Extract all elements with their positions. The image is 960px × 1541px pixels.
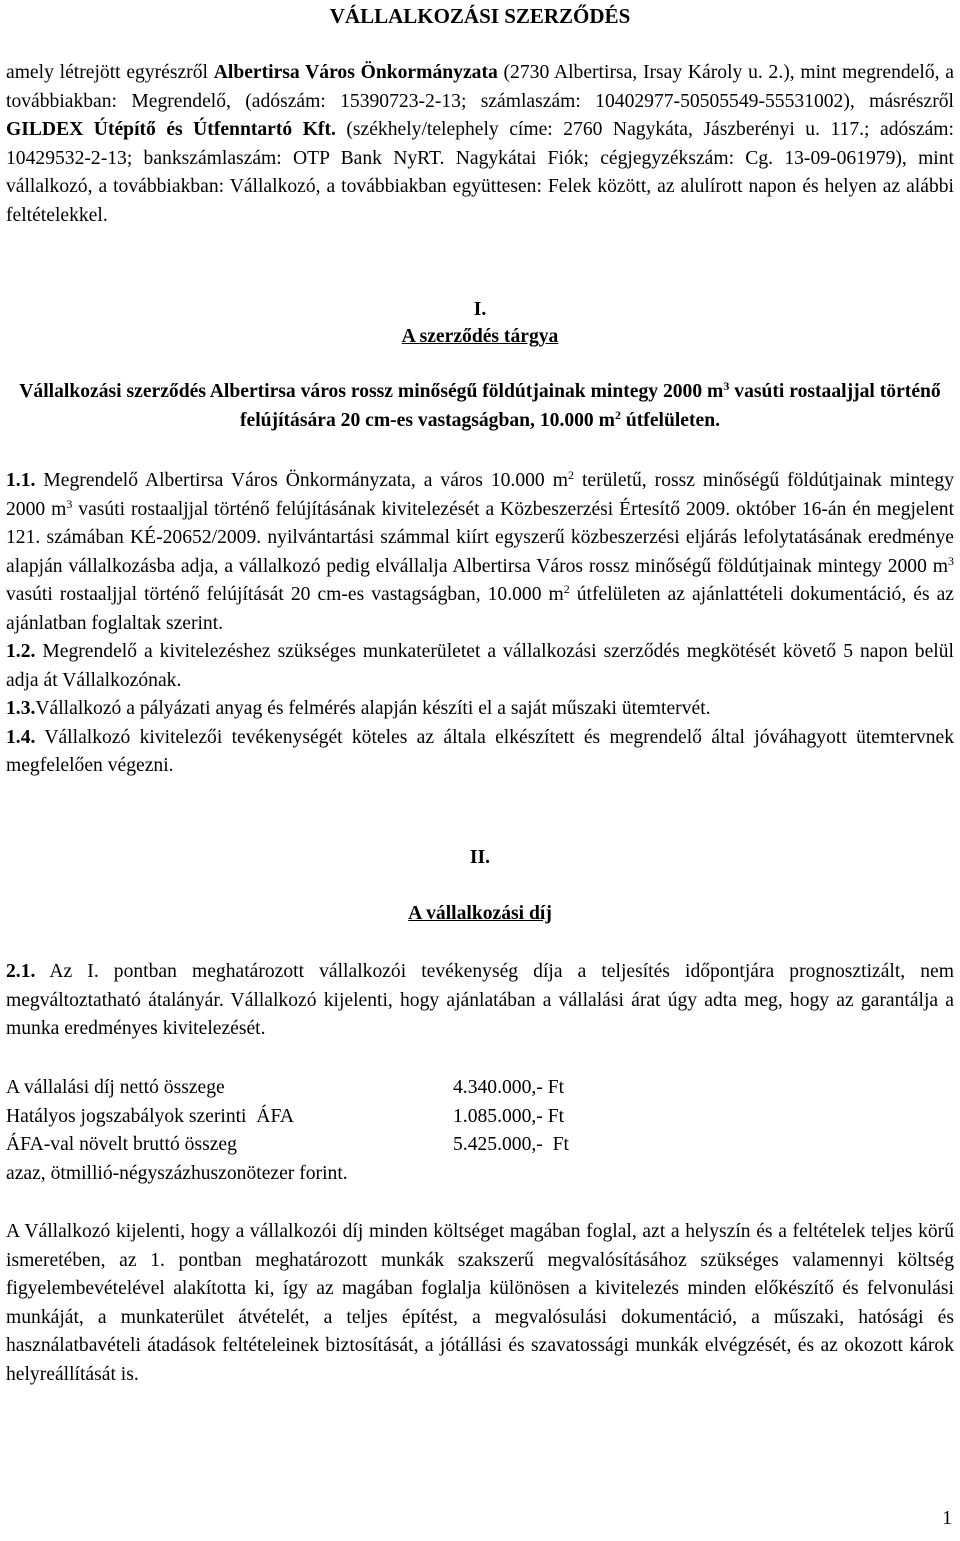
contractor-name: GILDEX Útépítő és Útfenntartó Kft. bbox=[6, 119, 336, 140]
clause-1-4 bbox=[6, 724, 954, 781]
clause-1-1-sup-2: 3 bbox=[66, 496, 73, 511]
subject-text-a: Vállalkozási szerződés Albertirsa város rossz minőségű földútjainak mintegy 2000 m bbox=[19, 381, 724, 402]
clause-1-3-text: Vállalkozó a pályázati anyag és felmérés alapján készíti el a saját műszaki ütemtervét. bbox=[35, 698, 711, 719]
subject-sup-1: 3 bbox=[723, 379, 730, 393]
page-number: 1 bbox=[942, 1508, 952, 1529]
clause-1-1-text-c: vasúti rostaaljjal történő felújításának kivitelezését a Közbeszerzési Értesítő 2009. október 16-án én megjelent 121. számában KÉ-20652/2009. nyilvántartási számmal kiírt egyszerű közbeszerzési eljárás lefolytatásának eredménye alapján vállalkozásba adja, a vállalkozó pedig elvállalja Albertirsa Város rossz minőségű földútjainak mintegy 2000 m bbox=[6, 498, 955, 577]
clause-1-2-text: Megrendelő a kivitelezéshez szükséges munkaterületet a vállalkozási szerződés megkötését követő 5 napon belül adja át Vállalkozónak. bbox=[6, 641, 954, 691]
intro-text-1: amely létrejött egyrészről bbox=[6, 62, 214, 83]
fee-row bbox=[6, 1074, 954, 1103]
clause-1-3-number: 1.3. bbox=[6, 698, 36, 719]
clause-1-1-sup-4: 2 bbox=[563, 582, 570, 596]
intro-paragraph bbox=[6, 59, 954, 230]
fee-value: 5.425.000,- Ft bbox=[453, 1134, 569, 1155]
fee-label: A vállalási díj nettó összege bbox=[6, 1077, 225, 1098]
fee-in-words: azaz, ötmillió-négyszázhuszonötezer forint. bbox=[6, 1162, 348, 1184]
section-2-title: A vállalkozási díj bbox=[408, 903, 552, 924]
fee-label: Hatályos jogszabályok szerinti ÁFA bbox=[6, 1105, 295, 1127]
subject-sup-2: 2 bbox=[614, 407, 621, 422]
clause-1-1-sup-1: 2 bbox=[567, 468, 574, 482]
contract-subject bbox=[6, 378, 954, 435]
fee-value: 1.085.000,- Ft bbox=[453, 1105, 565, 1127]
document-title: VÁLLALKOZÁSI SZERZŐDÉS bbox=[329, 4, 631, 28]
fee-row bbox=[6, 1103, 954, 1132]
clause-1-2 bbox=[6, 638, 954, 695]
clause-1-1-number: 1.1. bbox=[6, 470, 36, 491]
clause-1-4-number: 1.4. bbox=[6, 726, 36, 748]
fee-label: ÁFA-val növelt bruttó összeg bbox=[6, 1134, 237, 1155]
subject-text-c: útfelületen. bbox=[620, 409, 721, 431]
intro-text-3: (székhely/telephely címe: 2760 Nagykáta, Jászberényi u. 117.; adószám: 10429532-2-13; bankszámlaszám: OTP Bank NyRT. Nagykátai Fiók; cégjegyzékszám: Cg. 13-09-061979), mint vállalkozó, a továbbiakban: Vállalkozó, a továbbiakban együttesen: Felek között, az alulírott napon és helyen az alábbi feltételekkel. bbox=[6, 119, 954, 226]
section-1-title: A szerződés tárgya bbox=[401, 326, 559, 347]
clause-2-1-text: Az I. pontban meghatározott vállalkozói tevékenység díja a teljesítés időpontjára prognosztizált, nem megváltoztatható átalányár. Vállalkozó kijelenti, hogy ajánlatában a vállalási árat úgy adta meg, hogy az garantálja a munka eredményes kivitelezését. bbox=[6, 961, 954, 1039]
clause-1-2-number: 1.2. bbox=[6, 641, 36, 662]
intro-text-2: (2730 Albertirsa, Irsay Károly u. 2.), mint megrendelő, a továbbiakban: Megrendelő, (adószám: 15390723-2-13; számlaszám: 10402977-50505549-55531002), másrészről bbox=[6, 62, 954, 112]
section-2-number: II. bbox=[469, 847, 491, 868]
fee-coverage-paragraph: A Vállalkozó kijelenti, hogy a vállalkozói díj minden költséget magában foglal, azt a helyszín és a feltételek teljes körű ismeretében, az 1. pontban meghatározott munkák szakszerű megvalósításához szükséges valamennyi költség figyelembevételével alakította ki, így az magában foglalja különösen a kivitelezés minden előkészítő és felvonulási munkáját, a munkaterület átvételét, a teljes építést, a megvalósulási dokumentáció, a műszaki, hatósági és használatbavételi átadások feltételeinek biztosítását, a jótállási és szavatossági munkák elvégzését, és az okozott károk helyreállítását is. bbox=[6, 1221, 954, 1385]
subject-text-b: vasúti rostaaljjal történő felújítására 20 cm-es vastagságban, 10.000 m bbox=[239, 381, 941, 431]
customer-name: Albertirsa Város Önkormányzata bbox=[213, 62, 498, 83]
clause-1-1-text-e: útfelületen az ajánlattételi dokumentáció, és az ajánlatban foglaltak szerint. bbox=[6, 584, 954, 634]
clause-1-1-text-a: Megrendelő Albertirsa Város Önkormányzata, a város 10.000 m bbox=[35, 470, 568, 491]
clause-2-1 bbox=[6, 958, 954, 1044]
fee-value: 4.340.000,- Ft bbox=[453, 1077, 565, 1098]
clause-1-1-text-b: területű, rossz minőségű földútjainak mintegy 2000 m bbox=[6, 470, 954, 520]
section-1-clauses bbox=[6, 467, 954, 781]
section-1-number: I. bbox=[473, 299, 487, 320]
clause-1-1 bbox=[6, 467, 954, 638]
clause-2-1-number: 2.1. bbox=[6, 961, 36, 982]
fee-row bbox=[6, 1131, 954, 1160]
clause-1-1-text-d: vasúti rostaaljjal történő felújítását 20 cm-es vastagságban, 10.000 m bbox=[6, 584, 564, 605]
fee-table bbox=[6, 1074, 954, 1184]
clause-1-1-sup-3: 3 bbox=[948, 553, 954, 568]
clause-1-4-text: Vállalkozó kivitelezői tevékenységét köteles az általa elkészített és megrendelő által jóváhagyott ütemtervnek megfelelően végezni. bbox=[6, 726, 954, 776]
clause-1-3 bbox=[6, 695, 954, 724]
